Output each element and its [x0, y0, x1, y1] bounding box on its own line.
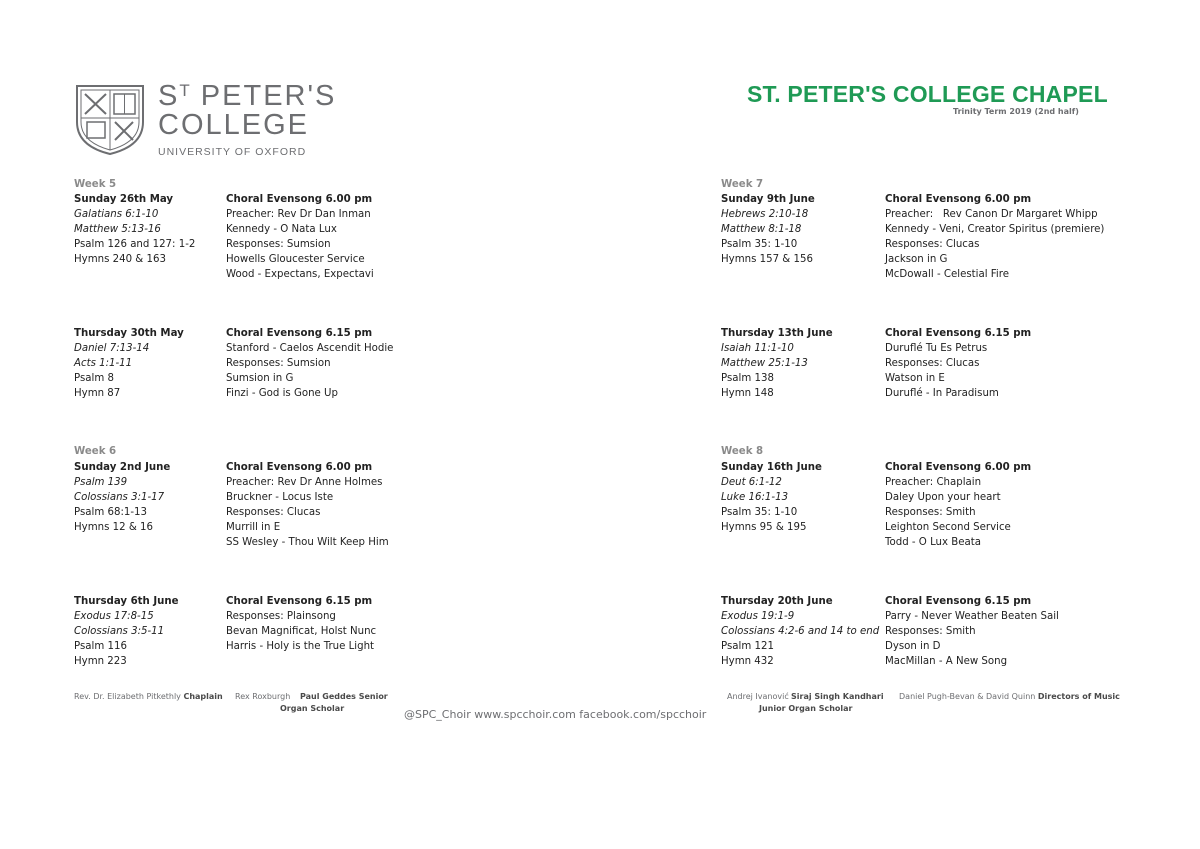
service-day: Sunday 26th May	[74, 194, 174, 205]
reading: Isaiah 11:1-10	[721, 343, 794, 354]
service-music	[226, 594, 376, 654]
reading: Deut 6:1-12	[721, 477, 782, 488]
week-heading: Week 6	[74, 446, 117, 457]
service-readings	[74, 594, 179, 669]
service-music	[226, 460, 389, 550]
music-item: Preacher: Rev Dr Anne Holmes	[226, 477, 383, 488]
service-type: Choral Evensong 6.00 pm	[885, 462, 1032, 473]
hymns: Hymns 12 & 16	[74, 522, 153, 533]
service-day: Sunday 16th June	[721, 462, 822, 473]
music-item: Responses: Clucas	[885, 358, 980, 369]
reading: Luke 16:1-13	[721, 492, 789, 503]
social-links: @SPC_Choir www.spcchoir.com facebook.com/spcchoir	[404, 708, 707, 721]
reading: Exodus 19:1-9	[721, 611, 795, 622]
music-item: Responses: Sumsion	[226, 239, 331, 250]
music-item: SS Wesley - Thou Wilt Keep Him	[226, 537, 389, 548]
hymns: Hymn 432	[721, 656, 774, 667]
reading: Exodus 17:8-15	[74, 611, 154, 622]
hymns: Hymn 148	[721, 388, 774, 399]
service-readings	[74, 192, 195, 267]
footer-senior-scholar-role: Paul Geddes Senior	[300, 692, 388, 701]
service-day: Thursday 20th June	[721, 596, 833, 607]
service-music	[885, 594, 1059, 669]
footer-junior-scholar-role: Siraj Singh Kandhari	[791, 692, 884, 701]
logo-university-line: UNIVERSITY OF OXFORD	[158, 146, 307, 158]
reading: Colossians 3:1-17	[74, 492, 165, 503]
reading: Psalm 139	[74, 477, 128, 488]
music-item: Sumsion in G	[226, 373, 294, 384]
service-type: Choral Evensong 6.15 pm	[226, 328, 373, 339]
service-day: Thursday 6th June	[74, 596, 179, 607]
logo-wordmark-line2: COLLEGE	[158, 109, 309, 141]
service-day: Thursday 13th June	[721, 328, 833, 339]
music-item: Preacher: Rev Dr Dan Inman	[226, 209, 371, 220]
service-readings	[721, 594, 879, 669]
reading: Hebrews 2:10-18	[721, 209, 809, 220]
service-music	[885, 192, 1104, 282]
music-item: Watson in E	[885, 373, 945, 384]
psalm: Psalm 138	[721, 373, 774, 384]
reading: Matthew 25:1-13	[721, 358, 808, 369]
music-item: Leighton Second Service	[885, 522, 1011, 533]
music-item: Wood - Expectans, Expectavi	[226, 269, 374, 280]
psalm: Psalm 116	[74, 641, 127, 652]
music-item: Responses: Smith	[885, 507, 976, 518]
psalm: Psalm 8	[74, 373, 114, 384]
music-item: Bruckner - Locus Iste	[226, 492, 334, 503]
music-item: Harris - Holy is the True Light	[226, 641, 375, 652]
reading: Matthew 5:13-16	[74, 224, 161, 235]
music-item: Bevan Magnificat, Holst Nunc	[226, 626, 377, 637]
college-crest-icon	[75, 84, 145, 156]
service-day: Thursday 30th May	[74, 328, 184, 339]
hymns: Hymns 95 & 195	[721, 522, 807, 533]
service-music	[885, 460, 1031, 550]
music-item: Responses: Smith	[885, 626, 976, 637]
service-music	[226, 326, 393, 401]
service-type: Choral Evensong 6.15 pm	[885, 328, 1032, 339]
logo-wordmark-line1: $S^T$ PETER'S	[158, 80, 337, 112]
footer-senior-scholar-role2: Organ Scholar	[280, 704, 345, 713]
music-item: Howells Gloucester Service	[226, 254, 365, 265]
music-item: Preacher: Chaplain	[885, 477, 982, 488]
music-item: Kennedy - Veni, Creator Spiritus (premiere)	[885, 224, 1105, 235]
music-item: McDowall - Celestial Fire	[885, 269, 1009, 280]
hymns: Hymn 87	[74, 388, 121, 399]
music-item: Responses: Clucas	[226, 507, 321, 518]
music-item: Responses: Clucas	[885, 239, 980, 250]
footer-senior-scholar-name: Rex Roxburgh	[235, 692, 291, 701]
music-item: Responses: Sumsion	[226, 358, 331, 369]
music-item: Daley Upon your heart	[885, 492, 1001, 503]
footer-chaplain: Rev. Dr. Elizabeth Pitkethly Chaplain	[74, 692, 223, 701]
week-heading: Week 7	[721, 179, 764, 190]
reading: Colossians 3:5-11	[74, 626, 165, 637]
footer-junior-scholar-name: Andrej Ivanović	[727, 692, 789, 701]
service-readings	[74, 460, 170, 535]
music-item: Responses: Plainsong	[226, 611, 336, 622]
music-item: Murrill in E	[226, 522, 281, 533]
service-type: Choral Evensong 6.00 pm	[226, 194, 373, 205]
service-type: Choral Evensong 6.15 pm	[885, 596, 1032, 607]
service-readings	[74, 326, 184, 401]
hymns: Hymns 157 & 156	[721, 254, 813, 265]
hymns: Hymns 240 & 163	[74, 254, 166, 265]
service-readings	[721, 460, 822, 535]
music-item: Duruflé Tu Es Petrus	[885, 343, 988, 354]
music-item: Kennedy - O Nata Lux	[226, 224, 337, 235]
music-item: Stanford - Caelos Ascendit Hodie	[226, 343, 394, 354]
music-item: Finzi - God is Gone Up	[226, 388, 338, 399]
page-title: ST. PETER'S COLLEGE CHAPEL	[747, 81, 1108, 107]
psalm: Psalm 35: 1-10	[721, 507, 798, 518]
page-subtitle: Trinity Term 2019 (2nd half)	[953, 107, 1079, 116]
music-item: Todd - O Lux Beata	[885, 537, 982, 548]
service-readings	[721, 326, 833, 401]
reading: Acts 1:1-11	[74, 358, 133, 369]
reading: Matthew 8:1-18	[721, 224, 802, 235]
psalm: Psalm 35: 1-10	[721, 239, 798, 250]
music-item: MacMillan - A New Song	[885, 656, 1008, 667]
week-heading: Week 5	[74, 179, 117, 190]
hymns: Hymn 223	[74, 656, 127, 667]
music-item: Duruflé - In Paradisum	[885, 388, 999, 399]
service-readings	[721, 192, 815, 267]
service-day: Sunday 9th June	[721, 194, 815, 205]
service-music	[885, 326, 1031, 401]
week-heading: Week 8	[721, 446, 764, 457]
music-item: Dyson in D	[885, 641, 941, 652]
service-day: Sunday 2nd June	[74, 462, 171, 473]
service-type: Choral Evensong 6.15 pm	[226, 596, 373, 607]
music-item: Jackson in G	[885, 254, 948, 265]
reading: Colossians 4:2-6 and 14 to end	[721, 626, 880, 637]
service-type: Choral Evensong 6.00 pm	[885, 194, 1032, 205]
music-item: Parry - Never Weather Beaten Sail	[885, 611, 1059, 622]
reading: Daniel 7:13-14	[74, 343, 150, 354]
footer-directors: Daniel Pugh-Bevan & David Quinn Directors of Music	[899, 692, 1120, 701]
reading: Galatians 6:1-10	[74, 209, 159, 220]
service-music	[226, 192, 374, 282]
footer-junior-scholar-role2: Junior Organ Scholar	[759, 704, 853, 713]
service-type: Choral Evensong 6.00 pm	[226, 462, 373, 473]
psalm: Psalm 121	[721, 641, 774, 652]
psalm: Psalm 68:1-13	[74, 507, 148, 518]
psalm: Psalm 126 and 127: 1-2	[74, 239, 196, 250]
music-item: Preacher: Rev Canon Dr Margaret Whipp	[885, 209, 1098, 220]
